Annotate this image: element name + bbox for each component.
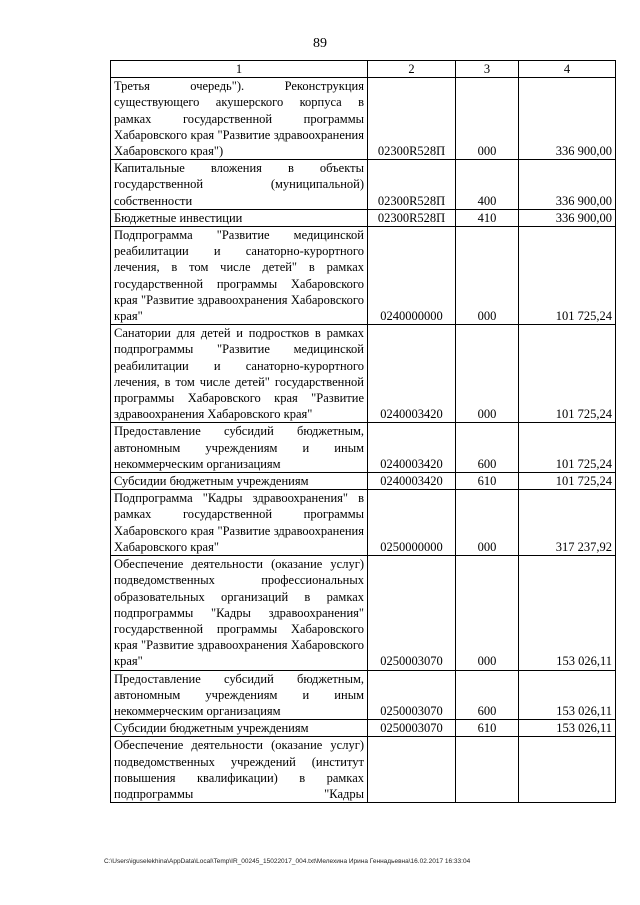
row-name: Бюджетные инвестиции: [111, 209, 368, 226]
row-sum: [519, 737, 616, 803]
row-type: 600: [456, 423, 519, 473]
page-number: 89: [313, 36, 327, 51]
row-sum: 336 900,00: [519, 78, 616, 160]
table-row: [111, 473, 616, 490]
row-code: 0240003420: [368, 423, 456, 473]
row-code: 0240003420: [368, 325, 456, 423]
row-type: 410: [456, 209, 519, 226]
row-code: 02300R528П: [368, 78, 456, 160]
row-code: 0250000000: [368, 490, 456, 556]
header-col-3: 3: [456, 61, 519, 78]
table-row: [111, 325, 616, 423]
row-name: Обеспечение деятельности (оказание услуг) подведомственных профессиональных образовательных организаций в рамках подпрограммы "Кадры здравоохранения" государственной программы Хабаровского края "Развитие здравоохранения Хабаровского края": [111, 556, 368, 670]
row-name: Предоставление субсидий бюджетным, автономным учреждениям и иным некоммерческим организациям: [111, 423, 368, 473]
row-code: [368, 737, 456, 803]
row-sum: 336 900,00: [519, 209, 616, 226]
table-row: [111, 209, 616, 226]
row-name: Подпрограмма "Кадры здравоохранения" в рамках государственной программы Хабаровского края "Развитие здравоохранения Хабаровского края": [111, 490, 368, 556]
table-row: [111, 490, 616, 556]
header-col-4: 4: [519, 61, 616, 78]
row-type: 610: [456, 473, 519, 490]
table-header-row: [111, 61, 616, 78]
row-name: Третья очередь"). Реконструкция существующего акушерского корпуса в рамках государственной программы Хабаровского края "Развитие здравоохранения Хабаровского края"): [111, 78, 368, 160]
header-col-1: 1: [111, 61, 368, 78]
row-name: Субсидии бюджетным учреждениям: [111, 720, 368, 737]
row-code: 02300R528П: [368, 209, 456, 226]
table-row: [111, 670, 616, 720]
table-row: [111, 737, 616, 803]
row-type: 400: [456, 160, 519, 210]
row-code: 0250003070: [368, 670, 456, 720]
row-name: Подпрограмма "Развитие медицинской реабилитации и санаторно-курортного лечения, в том числе детей" в рамках государственной программы Хабаровского края "Развитие здравоохранения Хабаровского края": [111, 227, 368, 325]
row-code: 0240000000: [368, 227, 456, 325]
table-row: [111, 78, 616, 160]
header-col-2: 2: [368, 61, 456, 78]
row-sum: 336 900,00: [519, 160, 616, 210]
row-name: Предоставление субсидий бюджетным, автономным учреждениям и иным некоммерческим организациям: [111, 670, 368, 720]
row-type: 600: [456, 670, 519, 720]
row-name: Субсидии бюджетным учреждениям: [111, 473, 368, 490]
footer-file-path: C:\Users\iguselekhina\AppData\Local\Temp\IR_00245_15022017_004.txt\Мелехина Ирина Геннадьевна\16.02.2017 16:33:04: [104, 858, 471, 865]
row-sum: 153 026,11: [519, 720, 616, 737]
row-code: 0250003070: [368, 720, 456, 737]
budget-table: [110, 60, 616, 803]
table-row: [111, 227, 616, 325]
row-type: 000: [456, 78, 519, 160]
row-type: [456, 737, 519, 803]
row-type: 000: [456, 227, 519, 325]
row-name: Капитальные вложения в объекты государственной (муниципальной) собственности: [111, 160, 368, 210]
row-type: 000: [456, 556, 519, 670]
row-sum: 101 725,24: [519, 227, 616, 325]
table-row: [111, 556, 616, 670]
row-sum: 101 725,24: [519, 473, 616, 490]
row-sum: 101 725,24: [519, 423, 616, 473]
table-row: [111, 720, 616, 737]
row-type: 000: [456, 490, 519, 556]
row-code: 02300R528П: [368, 160, 456, 210]
row-code: 0240003420: [368, 473, 456, 490]
table-row: [111, 423, 616, 473]
row-sum: 153 026,11: [519, 670, 616, 720]
row-type: 000: [456, 325, 519, 423]
row-sum: 101 725,24: [519, 325, 616, 423]
row-type: 610: [456, 720, 519, 737]
table-row: [111, 160, 616, 210]
row-name: Санатории для детей и подростков в рамках подпрограммы "Развитие медицинской реабилитации и санаторно-курортного лечения, в том числе детей" государственной программы Хабаровского края "Развитие здравоохранения Хабаровского края": [111, 325, 368, 423]
row-sum: 153 026,11: [519, 556, 616, 670]
row-sum: 317 237,92: [519, 490, 616, 556]
row-code: 0250003070: [368, 556, 456, 670]
row-name: Обеспечение деятельности (оказание услуг) подведомственных учреждений (институт повышения квалификации) в рамках подпрограммы "Кадры: [111, 737, 368, 803]
budget-table-body: [111, 61, 616, 803]
